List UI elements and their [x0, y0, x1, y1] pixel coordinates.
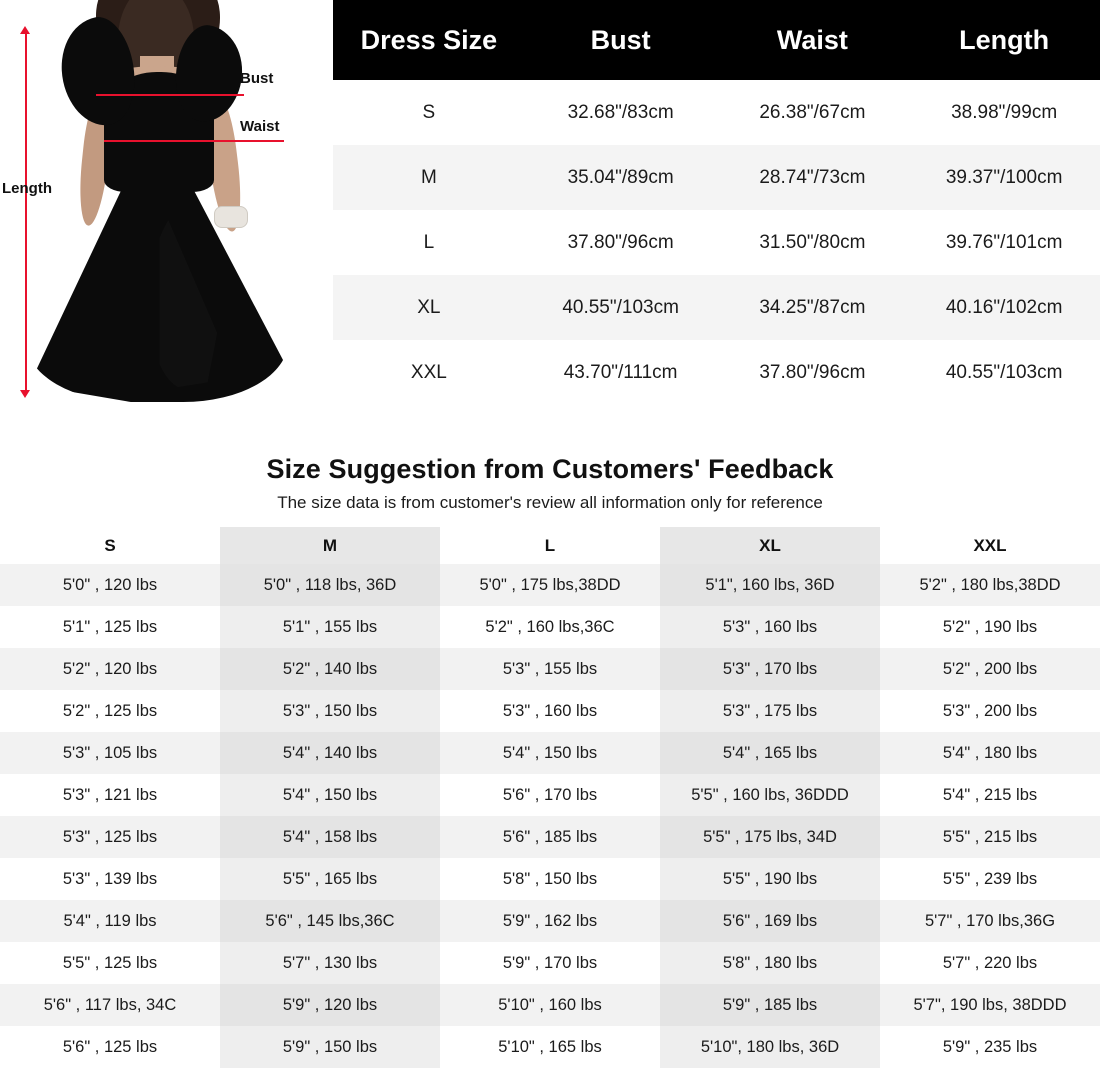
size-table-header-row — [333, 0, 1100, 80]
cell-size: XL — [333, 275, 525, 340]
feedback-table-head — [0, 527, 1100, 564]
feedback-table-body — [0, 564, 1100, 1068]
length-arrow-bottom — [20, 390, 30, 398]
model-bracelet — [214, 206, 248, 228]
table-row — [0, 900, 1100, 942]
cell-xxl: 5'2" , 190 lbs — [880, 606, 1100, 648]
cell-s: 5'4" , 119 lbs — [0, 900, 220, 942]
cell-m: 5'4" , 158 lbs — [220, 816, 440, 858]
cell-xl: 5'5" , 160 lbs, 36DDD — [660, 774, 880, 816]
cell-l: 5'8" , 150 lbs — [440, 858, 660, 900]
cell-m: 5'0" , 118 lbs, 36D — [220, 564, 440, 606]
cell-xxl: 5'2" , 200 lbs — [880, 648, 1100, 690]
waist-label: Waist — [240, 118, 280, 135]
cell-m: 5'4" , 140 lbs — [220, 732, 440, 774]
cell-length: 39.76"/101cm — [908, 210, 1100, 275]
cell-s: 5'3" , 121 lbs — [0, 774, 220, 816]
cell-s: 5'6" , 125 lbs — [0, 1026, 220, 1068]
cell-l: 5'3" , 155 lbs — [440, 648, 660, 690]
cell-l: 5'0" , 175 lbs,38DD — [440, 564, 660, 606]
bust-measure-line — [96, 94, 244, 96]
cell-bust: 40.55"/103cm — [525, 275, 717, 340]
cell-m: 5'7" , 130 lbs — [220, 942, 440, 984]
bust-label: Bust — [240, 70, 274, 87]
cell-bust: 37.80"/96cm — [525, 210, 717, 275]
cell-bust: 35.04"/89cm — [525, 145, 717, 210]
cell-l: 5'10" , 165 lbs — [440, 1026, 660, 1068]
cell-l: 5'2" , 160 lbs,36C — [440, 606, 660, 648]
cell-xxl: 5'7" , 170 lbs,36G — [880, 900, 1100, 942]
table-row — [333, 145, 1100, 210]
cell-xl: 5'3" , 160 lbs — [660, 606, 880, 648]
suggestion-subtitle: The size data is from customer's review all information only for reference — [277, 493, 823, 512]
table-row — [0, 606, 1100, 648]
cell-l: 5'4" , 150 lbs — [440, 732, 660, 774]
cell-xxl: 5'4" , 180 lbs — [880, 732, 1100, 774]
size-table-body — [333, 80, 1100, 405]
cell-m: 5'1" , 155 lbs — [220, 606, 440, 648]
cell-size: M — [333, 145, 525, 210]
cell-xl: 5'6" , 169 lbs — [660, 900, 880, 942]
size-col-header-length: Length — [908, 0, 1100, 80]
cell-xxl: 5'3" , 200 lbs — [880, 690, 1100, 732]
cell-waist: 37.80"/96cm — [717, 340, 909, 405]
cell-xl: 5'4" , 165 lbs — [660, 732, 880, 774]
cell-s: 5'3" , 125 lbs — [0, 816, 220, 858]
cell-xxl: 5'7", 190 lbs, 38DDD — [880, 984, 1100, 1026]
cell-xl: 5'1", 160 lbs, 36D — [660, 564, 880, 606]
cell-s: 5'1" , 125 lbs — [0, 606, 220, 648]
cell-xxl: 5'5" , 215 lbs — [880, 816, 1100, 858]
cell-l: 5'6" , 170 lbs — [440, 774, 660, 816]
cell-size: L — [333, 210, 525, 275]
suggestion-section — [0, 430, 1100, 1068]
table-row — [0, 1026, 1100, 1068]
length-arrow-top — [20, 26, 30, 34]
cell-size: XXL — [333, 340, 525, 405]
cell-l: 5'10" , 160 lbs — [440, 984, 660, 1026]
size-table-head — [333, 0, 1100, 80]
suggestion-title: Size Suggestion from Customers' Feedback — [266, 454, 834, 484]
cell-waist: 28.74"/73cm — [717, 145, 909, 210]
cell-m: 5'2" , 140 lbs — [220, 648, 440, 690]
table-row — [0, 942, 1100, 984]
top-section — [0, 0, 1100, 430]
cell-xl: 5'5" , 190 lbs — [660, 858, 880, 900]
cell-l: 5'6" , 185 lbs — [440, 816, 660, 858]
cell-m: 5'6" , 145 lbs,36C — [220, 900, 440, 942]
table-row — [0, 816, 1100, 858]
cell-m: 5'5" , 165 lbs — [220, 858, 440, 900]
size-col-header-waist: Waist — [717, 0, 909, 80]
cell-length: 40.16"/102cm — [908, 275, 1100, 340]
cell-l: 5'9" , 162 lbs — [440, 900, 660, 942]
cell-m: 5'3" , 150 lbs — [220, 690, 440, 732]
cell-s: 5'6" , 117 lbs, 34C — [0, 984, 220, 1026]
table-row — [0, 648, 1100, 690]
model-figure — [0, 0, 333, 430]
cell-l: 5'9" , 170 lbs — [440, 942, 660, 984]
feedback-col-header-xxl: XXL — [880, 527, 1100, 564]
feedback-col-header-s: S — [0, 527, 220, 564]
cell-l: 5'3" , 160 lbs — [440, 690, 660, 732]
cell-s: 5'2" , 125 lbs — [0, 690, 220, 732]
cell-size: S — [333, 80, 525, 145]
table-row — [0, 858, 1100, 900]
cell-xl: 5'3" , 170 lbs — [660, 648, 880, 690]
length-measure-line — [25, 34, 27, 392]
dress-illustration — [0, 0, 333, 430]
cell-length: 40.55"/103cm — [908, 340, 1100, 405]
feedback-col-header-l: L — [440, 527, 660, 564]
table-row — [333, 340, 1100, 405]
cell-xxl: 5'4" , 215 lbs — [880, 774, 1100, 816]
cell-xxl: 5'2" , 180 lbs,38DD — [880, 564, 1100, 606]
cell-s: 5'3" , 139 lbs — [0, 858, 220, 900]
cell-xl: 5'9" , 185 lbs — [660, 984, 880, 1026]
feedback-col-header-m: M — [220, 527, 440, 564]
cell-m: 5'9" , 150 lbs — [220, 1026, 440, 1068]
dress-skirt — [26, 170, 288, 402]
cell-xl: 5'5" , 175 lbs, 34D — [660, 816, 880, 858]
cell-bust: 32.68"/83cm — [525, 80, 717, 145]
cell-length: 38.98"/99cm — [908, 80, 1100, 145]
cell-waist: 34.25"/87cm — [717, 275, 909, 340]
size-table-container — [333, 0, 1100, 430]
cell-s: 5'3" , 105 lbs — [0, 732, 220, 774]
cell-waist: 31.50"/80cm — [717, 210, 909, 275]
table-row — [333, 210, 1100, 275]
table-row — [0, 774, 1100, 816]
table-row — [333, 80, 1100, 145]
waist-measure-line — [104, 140, 284, 142]
cell-xxl: 5'7" , 220 lbs — [880, 942, 1100, 984]
cell-bust: 43.70"/111cm — [525, 340, 717, 405]
size-col-header-bust: Bust — [525, 0, 717, 80]
size-col-header-dress-size: Dress Size — [333, 0, 525, 80]
cell-xl: 5'3" , 175 lbs — [660, 690, 880, 732]
cell-m: 5'9" , 120 lbs — [220, 984, 440, 1026]
cell-s: 5'0" , 120 lbs — [0, 564, 220, 606]
length-label: Length — [2, 180, 52, 197]
table-row — [0, 564, 1100, 606]
feedback-table — [0, 527, 1100, 1068]
cell-xl: 5'8" , 180 lbs — [660, 942, 880, 984]
cell-waist: 26.38"/67cm — [717, 80, 909, 145]
cell-s: 5'2" , 120 lbs — [0, 648, 220, 690]
cell-xxl: 5'9" , 235 lbs — [880, 1026, 1100, 1068]
feedback-col-header-xl: XL — [660, 527, 880, 564]
cell-length: 39.37"/100cm — [908, 145, 1100, 210]
size-table — [333, 0, 1100, 405]
table-row — [333, 275, 1100, 340]
feedback-header-row — [0, 527, 1100, 564]
cell-s: 5'5" , 125 lbs — [0, 942, 220, 984]
cell-xl: 5'10", 180 lbs, 36D — [660, 1026, 880, 1068]
table-row — [0, 690, 1100, 732]
cell-xxl: 5'5" , 239 lbs — [880, 858, 1100, 900]
table-row — [0, 732, 1100, 774]
table-row — [0, 984, 1100, 1026]
cell-m: 5'4" , 150 lbs — [220, 774, 440, 816]
